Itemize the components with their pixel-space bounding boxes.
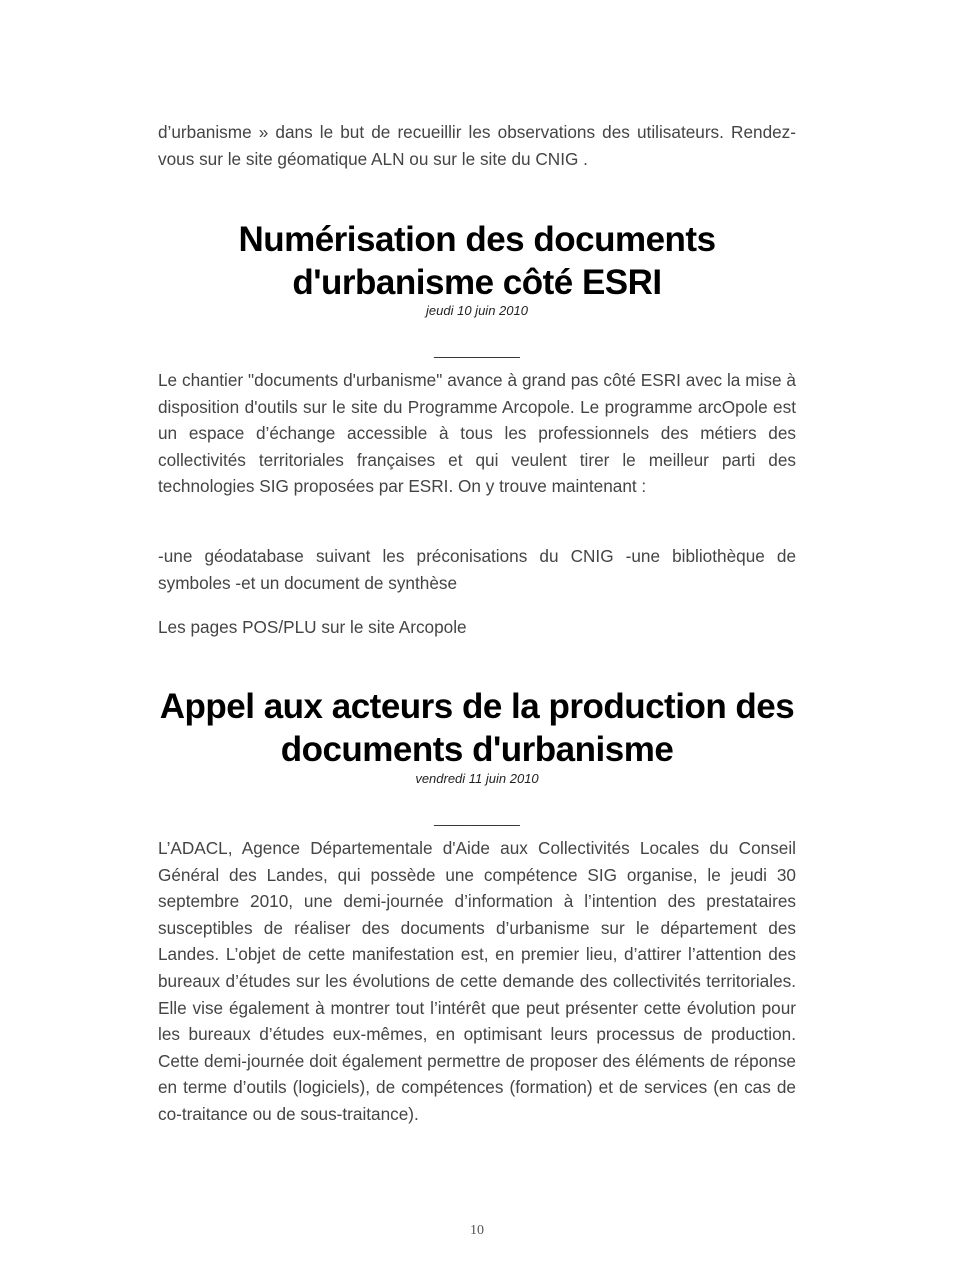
article-date: jeudi 10 juin 2010 bbox=[426, 303, 528, 318]
article-paragraph: L’ADACL, Agence Départementale d'Aide aux Collectivités Locales du Conseil Général des Landes, qui possède une compétence SIG organise, le jeudi 30 septembre 2010, une demi-journée d’information à l’intention des prestataires susceptibles de réaliser des documents d’urbanisme sur le département des Landes. L’objet de cette manifestation est, en premier lieu, d’attirer l’attention des bureaux d’études sur les évolutions de cette demande des collectivités territoriales. Elle vise également à montrer tout l’intérêt que peut présenter cette évolution pour les bureaux d’études eux-mêmes, en optimisant leurs processus de production. Cette demi-journée doit également permettre de proposer des éléments de réponse en terme d’outils (logiciels), de compétences (formation) et de services (en cas de co-traitance ou de sous-traitance). bbox=[158, 838, 796, 1124]
article-paragraph: Les pages POS/PLU sur le site Arcopole bbox=[158, 617, 467, 637]
page-number: 10 bbox=[470, 1223, 484, 1238]
article-title: Numérisation des documents d'urbanisme côté ESRI bbox=[238, 220, 716, 302]
separator-rule: ___________ bbox=[434, 810, 520, 826]
article-date: vendredi 11 juin 2010 bbox=[415, 771, 539, 786]
intro-paragraph: d’urbanisme » dans le but de recueillir les observations des utilisateurs. Rendez-vous sur le site géomatique ALN ou sur le site du CNIG . bbox=[158, 122, 796, 169]
article-paragraph: Le chantier "documents d'urbanisme" avance à grand pas côté ESRI avec la mise à disposition d'outils sur le site du Programme Arcopole. Le programme arcOpole est un espace d’échange accessible à tous les professionnels des métiers des collectivités territoriales françaises et qui veulent tirer le meilleur parti des technologies SIG proposées par ESRI. On y trouve maintenant : bbox=[158, 370, 796, 497]
separator-rule: ___________ bbox=[434, 342, 520, 358]
article-paragraph: -une géodatabase suivant les préconisations du CNIG -une bibliothèque de symboles -et un document de synthèse bbox=[158, 546, 796, 593]
article-title: Appel aux acteurs de la production des documents d'urbanisme bbox=[159, 687, 795, 769]
